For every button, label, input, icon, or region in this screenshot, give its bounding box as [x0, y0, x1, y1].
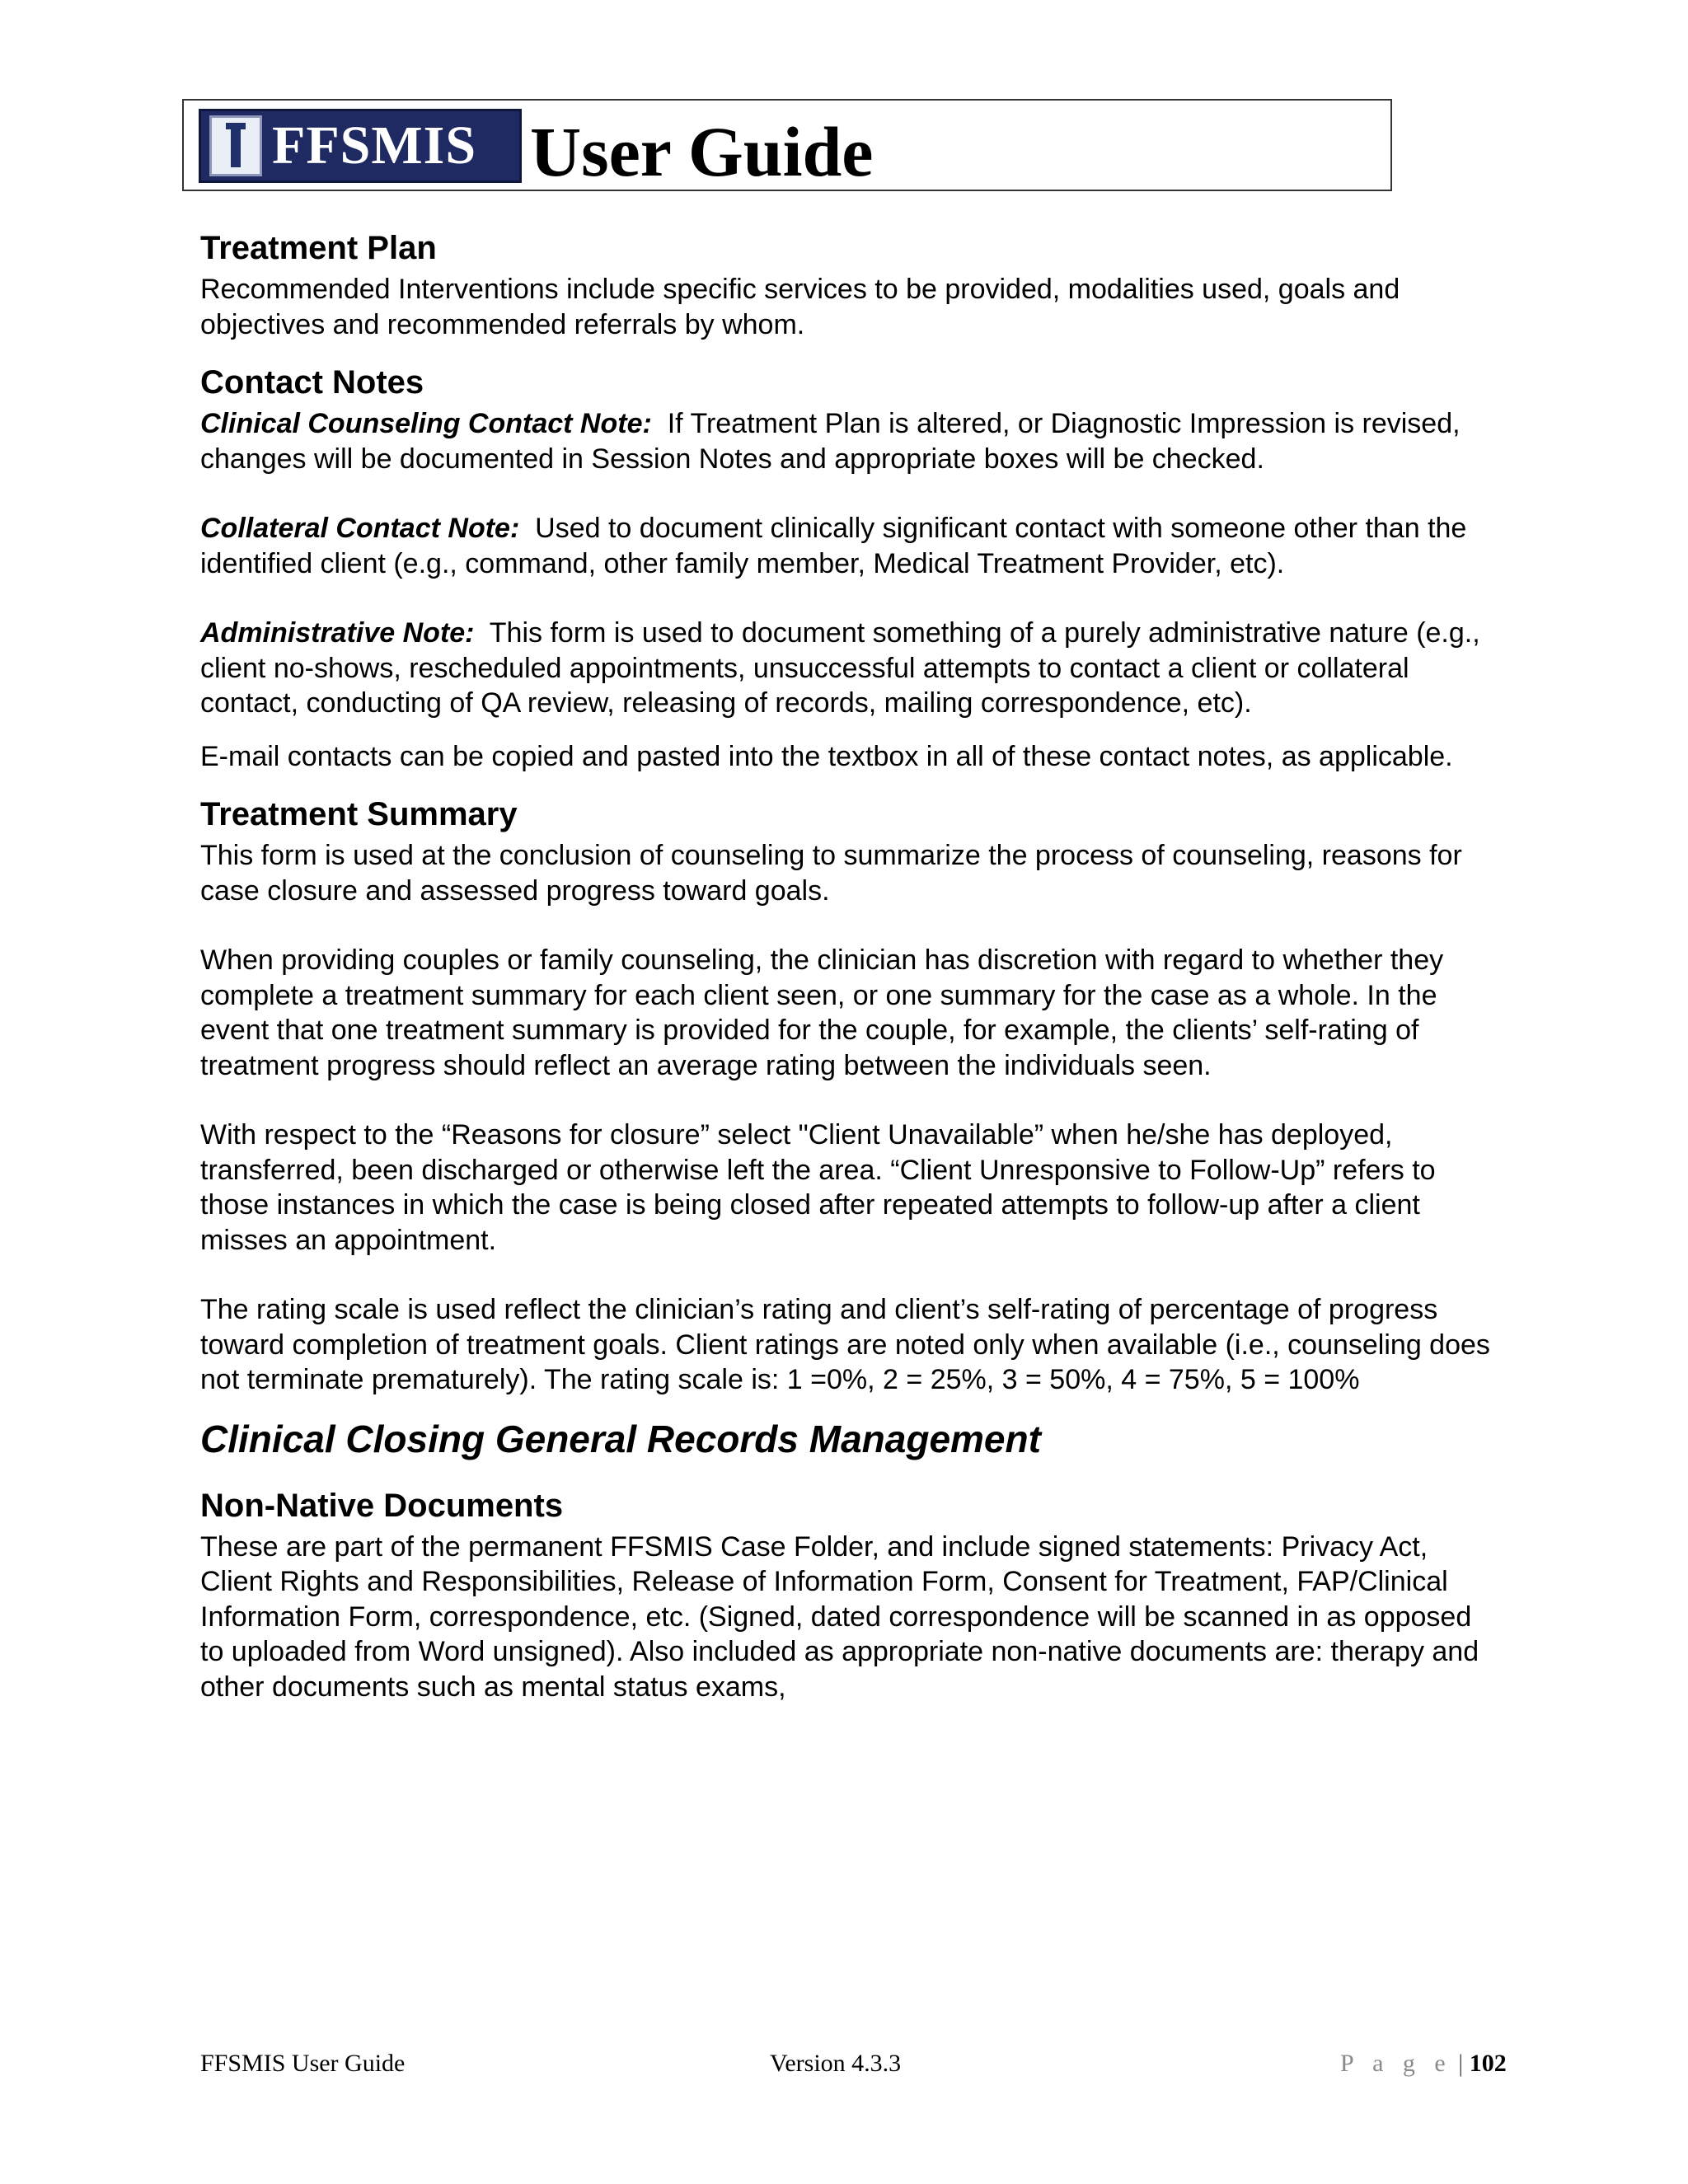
page-separator: | [1458, 2050, 1464, 2077]
pillar-icon [209, 115, 262, 176]
footer-doc-title: FFSMIS User Guide [200, 2050, 406, 2077]
treatment-summary-heading: Treatment Summary [200, 796, 518, 832]
document-header [182, 99, 1392, 191]
administrative-note-lead: Administrative Note: [200, 617, 475, 649]
non-native-documents-body: These are part of the permanent FFSMIS Case Folder, and include signed statements: Privacy Act, Client Rights and Responsibilities, Release of Information Form, Consent for Treatment, FAP/Clinical Information Form, correspondence, etc. (Signed, dated correspondence will be scanned in as opposed to uploaded from Word unsigned). Also included as appropriate non-native documents are: therapy and other documents such as mental status exams, [200, 1530, 1479, 1703]
treatment-summary-p2: When providing couples or family counseling, the clinician has discretion with regard to whether they complete a treatment summary for each client seen, or one summary for the case as a whole. In the event that one treatment summary is provided for the couple, for example, the clients’ self-rating of treatment progress should reflect an average rating between the individuals seen. [200, 944, 1444, 1081]
footer-version: Version 4.3.3 [770, 2050, 902, 2077]
logo-text: FFSMIS [272, 115, 477, 176]
contact-notes-heading: Contact Notes [200, 364, 424, 401]
clinical-contact-note-body: If Treatment Plan is altered, or Diagnostic Impression is revised, changes will be documented in Session Notes and appropriate boxes will be checked. [200, 408, 1461, 475]
administrative-note [200, 616, 1494, 721]
clinical-contact-note-lead: Clinical Counseling Contact Note: [200, 408, 652, 439]
collateral-contact-note-body: Used to document clinically significant contact with someone other than the identified client (e.g., command, other family member, Medical Treatment Provider, etc). [200, 513, 1467, 579]
collateral-contact-note [200, 511, 1494, 581]
clinical-contact-note [200, 406, 1494, 476]
clinical-closing-heading: Clinical Closing General Records Management [200, 1417, 1041, 1460]
ffsmis-logo [199, 109, 522, 183]
footer-page [1340, 2047, 1507, 2080]
collateral-contact-note-lead: Collateral Contact Note: [200, 513, 520, 544]
treatment-summary-p1: This form is used at the conclusion of counseling to summarize the process of counseling, reasons for case closure and assessed progress toward goals. [200, 840, 1462, 907]
non-native-documents-heading: Non-Native Documents [200, 1487, 564, 1524]
email-contacts-note: E-mail contacts can be copied and pasted into the textbox in all of these contact notes, as applicable. [200, 740, 1453, 772]
treatment-plan-heading: Treatment Plan [200, 230, 437, 266]
treatment-summary-p3: With respect to the “Reasons for closure” select "Client Unavailable” when he/she has deployed, transferred, been discharged or otherwise left the area. “Client Unresponsive to Follow-Up” refers to those instances in which the case is being closed after repeated attempts to follow-up after a client misses an appointment. [200, 1119, 1436, 1256]
header-title: User Guide [530, 112, 874, 191]
administrative-note-body: This form is used to document something of a purely administrative nature (e.g., client no-shows, rescheduled appointments, unsuccessful attempts to contact a client or collateral contact, conducting of QA review, releasing of records, mailing correspondence, etc). [200, 617, 1480, 719]
treatment-plan-body: Recommended Interventions include specific services to be provided, modalities used, goals and objectives and recommended referrals by whom. [200, 274, 1400, 340]
treatment-summary-p4: The rating scale is used reflect the clinician’s rating and client’s self-rating of percentage of progress toward completion of treatment goals. Client ratings are noted only when available (i.e., counseling does not terminate prematurely). The rating scale is: 1 =0%, 2 = 25%, 3 = 50%, 4 = 75%, 5 = 100% [200, 1294, 1490, 1395]
page-number: 102 [1469, 2050, 1507, 2077]
page-label: P a g e [1340, 2050, 1452, 2077]
page-content [200, 224, 1494, 1704]
